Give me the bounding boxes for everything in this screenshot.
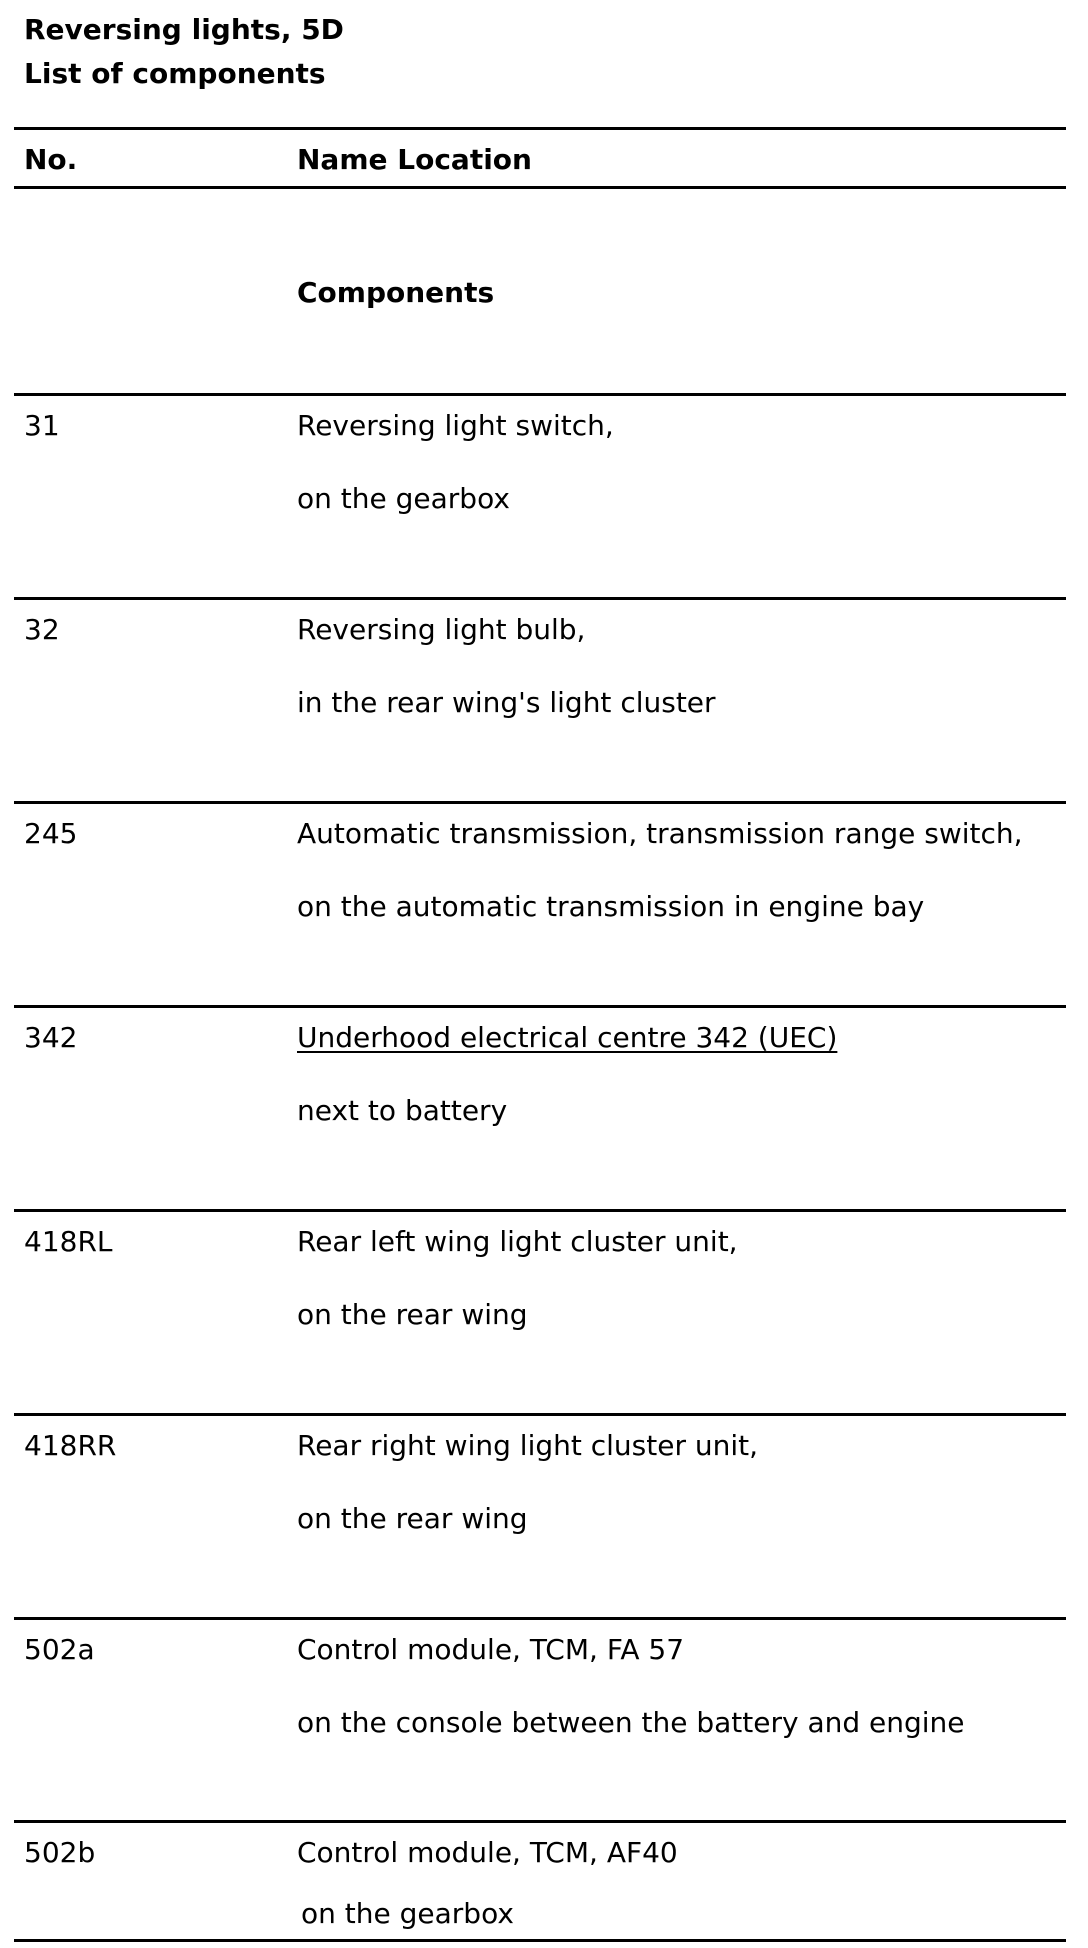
table-top-rule xyxy=(14,127,1066,130)
header-bottom-rule xyxy=(14,186,1066,189)
component-location: in the rear wing's light cluster xyxy=(297,686,716,719)
header-number: No. xyxy=(24,143,78,176)
row-divider-rule xyxy=(14,1820,1066,1823)
document-title: Reversing lights, 5D xyxy=(24,13,344,46)
component-location: next to battery xyxy=(297,1094,508,1127)
component-location: on the automatic transmission in engine bay xyxy=(297,890,925,923)
row-divider-rule xyxy=(14,1413,1066,1416)
component-name: Control module, TCM, FA 57 xyxy=(297,1633,685,1666)
header-name-location: Name Location xyxy=(297,143,532,176)
component-location: on the gearbox xyxy=(301,1897,514,1930)
component-number: 418RL xyxy=(24,1225,113,1258)
component-number: 418RR xyxy=(24,1429,117,1462)
component-number: 31 xyxy=(24,409,60,442)
component-name: Control module, TCM, AF40 xyxy=(297,1836,678,1869)
document-subtitle: List of components xyxy=(24,57,326,90)
component-name: Reversing light bulb, xyxy=(297,613,586,646)
row-divider-rule xyxy=(14,393,1066,396)
component-number: 502b xyxy=(24,1836,96,1869)
component-name: Reversing light switch, xyxy=(297,409,614,442)
component-name: Rear right wing light cluster unit, xyxy=(297,1429,759,1462)
component-number: 32 xyxy=(24,613,60,646)
component-name-link[interactable]: Underhood electrical centre 342 (UEC) xyxy=(297,1021,838,1054)
component-number: 342 xyxy=(24,1021,78,1054)
component-name: Rear left wing light cluster unit, xyxy=(297,1225,738,1258)
row-divider-rule xyxy=(14,597,1066,600)
row-divider-rule xyxy=(14,1005,1066,1008)
component-location: on the gearbox xyxy=(297,482,510,515)
row-divider-rule xyxy=(14,801,1066,804)
component-number: 245 xyxy=(24,817,78,850)
component-name: Automatic transmission, transmission range switch, xyxy=(297,817,1023,850)
row-divider-rule xyxy=(14,1617,1066,1620)
component-location: on the rear wing xyxy=(297,1298,528,1331)
component-location: on the console between the battery and engine xyxy=(297,1706,965,1739)
row-divider-rule xyxy=(14,1939,1066,1942)
component-location: on the rear wing xyxy=(297,1502,528,1535)
row-divider-rule xyxy=(14,1209,1066,1212)
component-number: 502a xyxy=(24,1633,95,1666)
section-label: Components xyxy=(297,276,495,309)
